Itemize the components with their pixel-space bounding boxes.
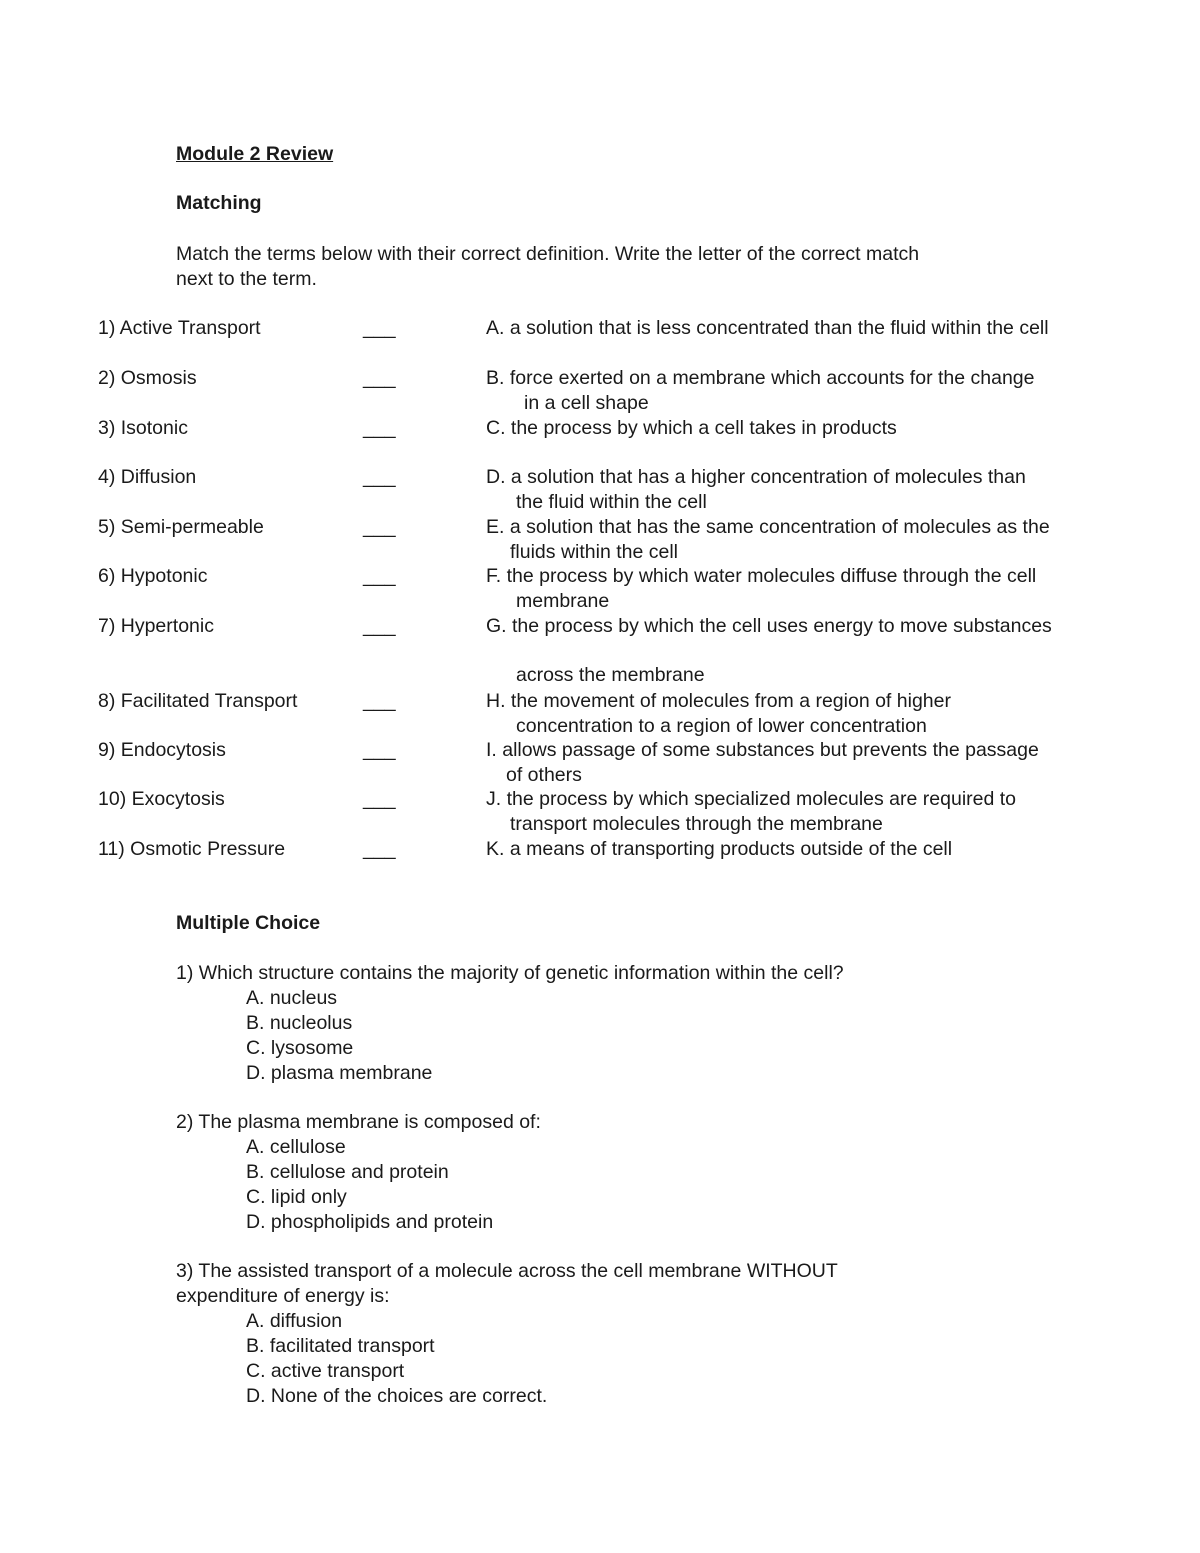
multiple-choice-heading: Multiple Choice — [176, 912, 321, 934]
matching-definition: H. the movement of molecules from a region of higher — [486, 690, 951, 712]
matching-definition-continued: in a cell shape — [524, 392, 649, 414]
matching-term: 2) Osmosis — [98, 367, 197, 389]
matching-definition: C. the process by which a cell takes in products — [486, 417, 897, 439]
answer-option: A. cellulose — [246, 1136, 346, 1158]
answer-option: D. None of the choices are correct. — [246, 1385, 548, 1407]
question-text: 1) Which structure contains the majority of genetic information within the cell? — [176, 962, 844, 984]
matching-definition-continued: of others — [506, 764, 582, 786]
matching-term: 11) Osmotic Pressure — [98, 838, 286, 860]
matching-definition-continued: the fluid within the cell — [516, 491, 707, 513]
answer-blank: ___ — [363, 367, 396, 389]
answer-option: C. lipid only — [246, 1186, 347, 1208]
answer-blank: ___ — [363, 317, 396, 339]
answer-option: D. plasma membrane — [246, 1062, 433, 1084]
matching-instructions: next to the term. — [176, 268, 317, 290]
matching-definition: I. allows passage of some substances but prevents the passage — [486, 739, 1039, 761]
matching-definition: F. the process by which water molecules diffuse through the cell — [486, 565, 1037, 587]
matching-definition: D. a solution that has a higher concentration of molecules than — [486, 466, 1026, 488]
page-title: Module 2 Review — [176, 143, 334, 165]
answer-blank: ___ — [363, 516, 396, 538]
matching-definition: A. a solution that is less concentrated than the fluid within the cell — [486, 317, 1049, 339]
matching-definition-continued: transport molecules through the membrane — [510, 813, 883, 835]
question-text: 2) The plasma membrane is composed of: — [176, 1111, 541, 1133]
answer-option: A. diffusion — [246, 1310, 343, 1332]
matching-term: 6) Hypotonic — [98, 565, 208, 587]
answer-option: C. lysosome — [246, 1037, 354, 1059]
answer-blank: ___ — [363, 739, 396, 761]
answer-option: B. nucleolus — [246, 1012, 353, 1034]
matching-term: 9) Endocytosis — [98, 739, 226, 761]
answer-blank: ___ — [363, 615, 396, 637]
answer-option: B. cellulose and protein — [246, 1161, 449, 1183]
answer-blank: ___ — [363, 788, 396, 810]
answer-option: D. phospholipids and protein — [246, 1211, 494, 1233]
question-text: 3) The assisted transport of a molecule across the cell membrane WITHOUT — [176, 1260, 838, 1282]
matching-term: 4) Diffusion — [98, 466, 197, 488]
matching-definition: E. a solution that has the same concentration of molecules as the — [486, 516, 1050, 538]
answer-option: B. facilitated transport — [246, 1335, 435, 1357]
answer-blank: ___ — [363, 565, 396, 587]
matching-definition-continued: concentration to a region of lower concentration — [516, 715, 927, 737]
answer-blank: ___ — [363, 466, 396, 488]
matching-heading: Matching — [176, 192, 262, 214]
answer-option: C. active transport — [246, 1360, 405, 1382]
answer-blank: ___ — [363, 838, 396, 860]
matching-definition-continued: across the membrane — [516, 664, 705, 686]
matching-definition: B. force exerted on a membrane which accounts for the change — [486, 367, 1035, 389]
matching-term: 5) Semi-permeable — [98, 516, 264, 538]
question-text: expenditure of energy is: — [176, 1285, 390, 1307]
matching-definition-continued: membrane — [516, 590, 610, 612]
matching-instructions: Match the terms below with their correct definition. Write the letter of the correct match — [176, 243, 920, 265]
matching-term: 1) Active Transport — [98, 317, 261, 339]
matching-definition: J. the process by which specialized molecules are required to — [486, 788, 1017, 810]
matching-definition-continued: fluids within the cell — [510, 541, 678, 563]
matching-definition: G. the process by which the cell uses energy to move substances — [486, 615, 1052, 637]
answer-option: A. nucleus — [246, 987, 338, 1009]
matching-term: 10) Exocytosis — [98, 788, 225, 810]
matching-term: 3) Isotonic — [98, 417, 188, 439]
matching-term: 7) Hypertonic — [98, 615, 214, 637]
answer-blank: ___ — [363, 417, 396, 439]
matching-term: 8) Facilitated Transport — [98, 690, 298, 712]
matching-definition: K. a means of transporting products outside of the cell — [486, 838, 953, 860]
answer-blank: ___ — [363, 690, 396, 712]
